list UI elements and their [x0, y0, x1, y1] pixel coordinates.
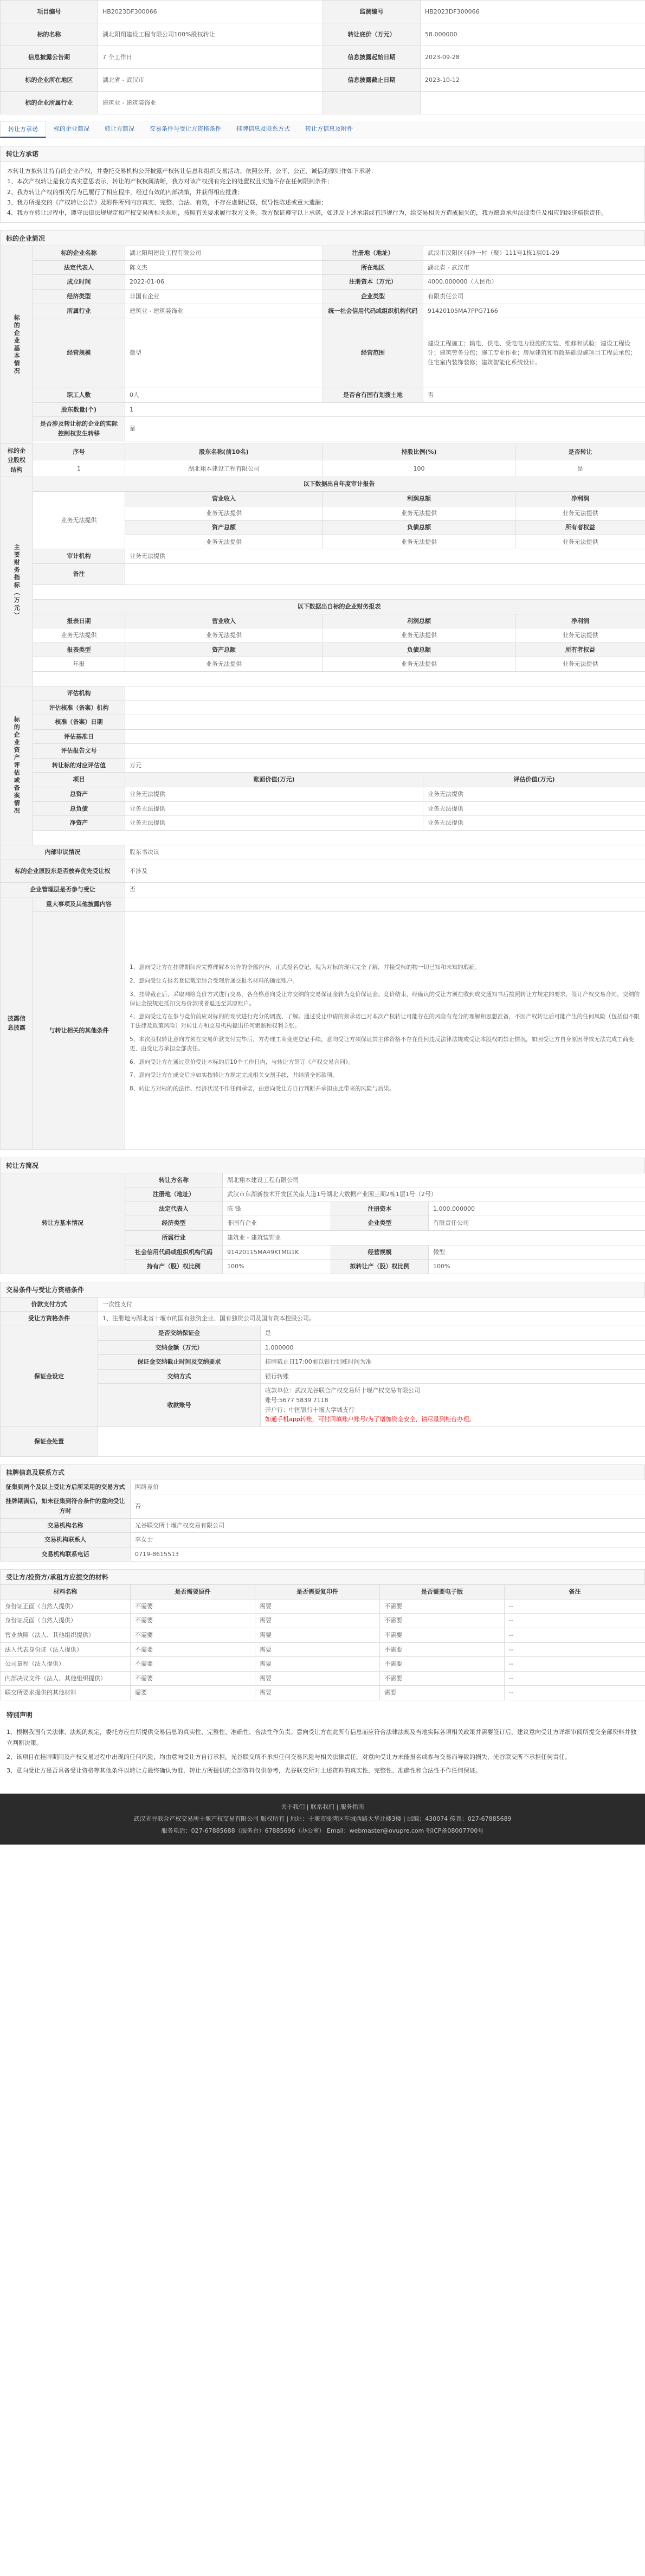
summary-row: [1, 92, 645, 114]
share-hdr-ratio: 持股比例(%): [323, 444, 515, 460]
acct-payee: 收款单位：武汉光谷联合产权交易所十堰产权交易有限公司: [265, 1387, 420, 1395]
report-net: 业务无法提供: [515, 628, 645, 643]
materials-cell: 需要: [255, 1657, 380, 1672]
side-share: 标的企业股权结构: [1, 444, 33, 477]
value-method: 网络竞价: [131, 1480, 645, 1494]
materials-cell: 不需要: [131, 1599, 255, 1614]
summary-value: HB2023DF300066: [421, 1, 645, 23]
commitment-line: 1、本次产权转让是我方真实意思表示，转让的产权权属清晰，我方对该产权拥有完全的处置权且实施不存在任何限制条件；: [7, 178, 333, 185]
label-control: 是否涉及转让标的企业的实际控制权发生转移: [33, 417, 125, 441]
value-address: 武汉市汉阳区羽冲一村（聚）111号1栋1层01-29: [423, 246, 645, 261]
eval-net-label: 净资产: [33, 816, 125, 831]
special-title: 特别声明: [7, 1711, 33, 1719]
side-disclose: 披露信息披露: [1, 897, 33, 1150]
special-line: 2、该项目在挂牌期间及产权交易过程中出现的任何风险，均由意向受让方自行承担，光谷联交所不承担任何交易风险与相关法律责任。对意向受让方未能报名或参与交易而导致的损失，光谷联交所不承担任何责任。: [7, 1753, 571, 1761]
materials-cell: 不需要: [131, 1671, 255, 1686]
materials-row: [1, 1614, 645, 1628]
eval-hdr-book: 账面价值(万元): [125, 773, 423, 787]
materials-cell: 不需要: [131, 1614, 255, 1628]
value-eval-value: 万元: [125, 758, 645, 773]
label-location: 所在地区: [323, 260, 423, 275]
tab-1[interactable]: 标的企业简况: [54, 125, 89, 132]
summary-value: 2023-10-12: [421, 69, 645, 92]
report-revenue-label: 营业收入: [125, 614, 323, 628]
materials-cell: --: [505, 1657, 645, 1672]
value-amount: 1.000000: [261, 1340, 645, 1355]
materials-cell: 不需要: [380, 1614, 505, 1628]
terms-title: 交易条件与受让方资格条件: [0, 1282, 645, 1297]
report-debt-label: 负债总额: [323, 643, 515, 657]
materials-cell: --: [505, 1686, 645, 1700]
label-eval-report: 评估报告文号: [33, 744, 125, 759]
label-scope: 经营范围: [323, 318, 423, 388]
materials-row: [1, 1599, 645, 1614]
report-equity: 业务无法提供: [515, 657, 645, 672]
value-bond-required: 是: [261, 1326, 645, 1340]
label-eval-value: 转让标的对应评估值: [33, 758, 125, 773]
report-profit: 业务无法提供: [323, 628, 515, 643]
report-assets: 业务无法提供: [125, 657, 323, 672]
audit-debt: 业务无法提供: [323, 535, 515, 549]
materials-cell: 不需要: [131, 1642, 255, 1657]
materials-cell: 需要: [255, 1628, 380, 1643]
report-assets-label: 资产总额: [125, 643, 323, 657]
audit-net-label: 净利润: [515, 491, 645, 506]
share-ratio: 100: [323, 460, 515, 477]
eval-debt-assess: 业务无法提供: [423, 801, 645, 816]
value-org: 光谷联交所十堰产权交易有限公司: [131, 1518, 645, 1533]
audit-profit-label: 利润总额: [323, 491, 515, 506]
label-dispose: 保证金处置: [1, 1427, 98, 1456]
other-condition-item: 6、意向受让方在通过竞价受让本标的后10个工作日内，与转让方签订《产权交易合同》。: [130, 1058, 354, 1065]
value-t-addr: 武汉市东湖新技术开发区关南大道1号湖北大数据产业园三期2栋1层1号（2号）: [223, 1187, 645, 1202]
materials-cell: 公司章程（法人提供）: [1, 1657, 131, 1672]
materials-cell: 需要: [255, 1686, 380, 1700]
eval-assets-label: 总资产: [33, 787, 125, 802]
label-land: 是否含有国有划拨土地: [323, 388, 423, 403]
value-industry: 建筑业 - 建筑装饰业: [125, 304, 323, 318]
value-location: 湖北省 - 武汉市: [423, 260, 645, 275]
materials-cell: 不需要: [380, 1642, 505, 1657]
special-body: [0, 1723, 645, 1784]
value-priority: 不涉及: [125, 859, 645, 883]
value-founded: 2022-01-06: [125, 275, 323, 290]
label-t-cap: 注册资本: [331, 1202, 429, 1216]
audit-assets: 业务无法提供: [125, 535, 323, 549]
label-way: 交纳方式: [98, 1369, 261, 1384]
summary-value: 2023-09-28: [421, 46, 645, 69]
label-t-econ: 经济类型: [125, 1216, 223, 1231]
label-econ: 经济类型: [33, 290, 125, 304]
commitment-line: 4、我方在转让过程中，遵守法律法规规定和产权交易所相关规则，按照有关要求履行我方义务。我方保证遵守以上承诺，如违反上述承诺或有违规行为，给交易相关方造成损失的，我方愿意承担法律责任及相应的经济赔偿责任。: [7, 209, 607, 216]
materials-header: 备注: [505, 1585, 645, 1599]
value-control: 是: [125, 417, 645, 441]
summary-row: [1, 23, 645, 46]
report-title: 以下数据出自标的企业财务报表: [33, 599, 645, 614]
summary-row: [1, 46, 645, 69]
materials-cell: 不需要: [131, 1628, 255, 1643]
materials-cell: 联交所要求提供的其他材料: [1, 1686, 131, 1700]
materials-cell: 需要: [255, 1614, 380, 1628]
label-deadline: 保证金交纳截止时间及交纳要求: [98, 1355, 261, 1370]
materials-cell: 需要: [131, 1686, 255, 1700]
other-condition-item: 2、意向受让方报名登记截至综合受理后递交报名材料的确定账户。: [130, 978, 299, 985]
summary-label: 信息披露起始日期: [323, 46, 421, 69]
value-way: 银行转账: [261, 1369, 645, 1384]
audit-left: 业务无法提供: [33, 491, 125, 549]
share-transfer: 是: [515, 460, 645, 477]
footer-links[interactable]: 关于我们 | 联系我们 | 服务指南: [281, 1803, 364, 1811]
materials-cell: 需要: [255, 1642, 380, 1657]
summary-label: 信息披露公告期: [1, 46, 98, 69]
summary-value: 建筑业 - 建筑装饰业: [98, 92, 323, 114]
summary-label: 转让底价（万元）: [323, 23, 421, 46]
label-scale: 经营规模: [33, 318, 125, 388]
label-org: 交易机构名称: [1, 1518, 131, 1533]
value-t-type: 有限责任公司: [429, 1216, 645, 1231]
value-t-rep: 陈 锋: [223, 1202, 331, 1216]
label-eval-approve: 评估核准（备案）机构: [33, 701, 125, 715]
footer-line1: 武汉光谷联合产权交易所十堰产权交易有限公司 版权所有 | 地址：十堰市张湾区车城西路大华北楼3楼 | 邮编：430074 传真：027-67885689: [133, 1815, 512, 1823]
side-basic: 标的企业基本情况: [1, 246, 33, 444]
label-amount: 交纳金额（万元）: [98, 1340, 261, 1355]
audit-revenue: 业务无法提供: [125, 506, 323, 521]
share-no: 1: [33, 460, 125, 477]
materials-cell: 不需要: [380, 1671, 505, 1686]
materials-cell: 身份证反面（自然人提供）: [1, 1614, 131, 1628]
tab-5[interactable]: 转让方信息及附件: [305, 125, 353, 132]
label-major: 重大事项及其他披露内容: [33, 897, 125, 912]
tab-2[interactable]: 转让方简况: [105, 125, 134, 132]
audit-profit: 业务无法提供: [323, 506, 515, 521]
label-other: 与转让相关的其他条件: [33, 911, 125, 1149]
summary-value: 湖北阳翔建设工程有限公司100%股权转让: [98, 23, 323, 46]
label-eval-base: 评估基准日: [33, 729, 125, 744]
value-eval-approve: [125, 701, 645, 715]
materials-cell: 不需要: [380, 1599, 505, 1614]
value-mgmt: 否: [125, 883, 645, 897]
other-condition-item: 3、挂牌截止后，采取网络竞价方式进行交易，各合格意向受让方交纳的交易保证金转为竞价保证金。竞价结束，经确认的受让方须在收到成交通知书后按照转让方规定的要求，签订产权交易合同，交纳的保证金按规定抵扣交易价款或者退还至其原账户。: [130, 991, 640, 1007]
share-hdr-transfer: 是否转让: [515, 444, 645, 460]
materials-row: [1, 1642, 645, 1657]
commitment-line: 2、我方转让产权的相关行为已履行了相应程序，经过有效的内部决策，并获得相应批准；: [7, 188, 243, 196]
eval-debt-label: 总负债: [33, 801, 125, 816]
materials-header: 是否需要电子版: [380, 1585, 505, 1599]
side-eval: 标的企业资产评估或备案情况: [1, 686, 33, 845]
label-t-scale: 经营规模: [331, 1245, 429, 1260]
materials-header: 是否需要复印件: [255, 1585, 380, 1599]
share-hdr-no: 序号: [33, 444, 125, 460]
acct-bank: 开户行：中国银行十堰大学城支行: [265, 1406, 354, 1414]
terms-table: [0, 1297, 645, 1457]
value-capital: 4000.000000（人民币）: [423, 275, 645, 290]
materials-cell: 不需要: [131, 1657, 255, 1672]
report-net-label: 净利润: [515, 614, 645, 628]
label-remark: 备注: [33, 563, 125, 584]
value-t-hold: 100%: [223, 1260, 331, 1274]
summary-value: HB2023DF300066: [98, 1, 323, 23]
commitment-title: 转让方承诺: [0, 146, 645, 161]
label-founded: 成立时间: [33, 275, 125, 290]
value-land: 否: [423, 388, 645, 403]
value-audit-org: 业务无法提供: [125, 549, 645, 564]
value-eval-org: [125, 686, 645, 701]
materials-cell: 身份证正面（自然人提供）: [1, 1599, 131, 1614]
materials-cell: 内部决议文件（法人、其他组织提供）: [1, 1671, 131, 1686]
summary-table: [0, 0, 645, 114]
summary-label: 标的名称: [1, 23, 98, 46]
label-name: 标的企业名称: [33, 246, 125, 261]
value-econ: 非国有企业: [125, 290, 323, 304]
eval-hdr-assess: 评估价值(万元): [423, 773, 645, 787]
value-t-code: 91420115MA49KTMG1K: [223, 1245, 331, 1260]
materials-row: [1, 1686, 645, 1700]
footer-line2: 服务电话：027-67885688（服务台）67885696（办公室） Email：webmaster@ovupre.com 鄂ICP备08007700号: [161, 1827, 484, 1835]
value-acct: [261, 1384, 645, 1427]
report-equity-label: 所有者权益: [515, 643, 645, 657]
value-other: [125, 911, 645, 1149]
report-debt: 业务无法提供: [323, 657, 515, 672]
value-t-scale: 微型: [429, 1245, 645, 1260]
eval-net-book: 业务无法提供: [125, 816, 423, 831]
tab-3[interactable]: 交易条件与受让方资格条件: [150, 125, 221, 132]
commitment-body: [0, 161, 645, 223]
materials-cell: 需要: [255, 1671, 380, 1686]
materials-cell: 营业执照（法人、其他组织提供）: [1, 1628, 131, 1643]
acct-warning: 如通手机app转账，可付回填账户账号/为了增加资金安全，请尽量到柜台办理。: [265, 1416, 475, 1423]
target-title: 标的企业简况: [0, 230, 645, 246]
commitment-line: 本转让方拟转让持有的企业产权，并委托交易机构公开披露产权转让信息和组织交易活动。依照公开、公平、公正、诚信的原则作如下承诺：: [7, 168, 377, 175]
materials-row: [1, 1657, 645, 1672]
label-expire: 挂牌期满后，如未征集到符合条件的意向受让方时: [1, 1494, 131, 1518]
audit-net: 业务无法提供: [515, 506, 645, 521]
audit-assets-label: 资产总额: [125, 521, 323, 535]
label-capital: 注册资本（万元）: [323, 275, 423, 290]
label-type: 企业类型: [323, 290, 423, 304]
footer: [0, 1794, 645, 1845]
label-rep: 法定代表人: [33, 260, 125, 275]
value-t-cap: 1.000.000000: [429, 1202, 645, 1216]
summary-value: 7 个工作日: [98, 46, 323, 69]
label-method: 征集到两个及以上受让方后所采用的交易方式: [1, 1480, 131, 1494]
label-address: 注册地（地址）: [323, 246, 423, 261]
label-cond: 受让方资格条件: [1, 1312, 98, 1326]
commitment-line: 3、我方所提交的《产权转让公告》及附件所列内容真实、完整、合法、有效，不存在虚假记载、误导性陈述或重大遗漏；: [7, 198, 327, 206]
value-t-name: 湖北翔本建设工程有限公司: [223, 1173, 645, 1187]
label-contact: 交易机构联系人: [1, 1533, 131, 1547]
value-name: 湖北阳翔建设工程有限公司: [125, 246, 323, 261]
value-eval-report: [125, 744, 645, 759]
materials-cell: --: [505, 1642, 645, 1657]
value-inner: 股东书决议: [125, 845, 645, 859]
label-mgmt: 企业管理层是否参与受让: [1, 883, 125, 897]
tab-0[interactable]: 转让方承诺: [0, 121, 46, 138]
transferor-title: 转让方简况: [0, 1158, 645, 1173]
label-acct: 收款账号: [98, 1384, 261, 1427]
materials-row: [1, 1671, 645, 1686]
label-pay: 价款支付方式: [1, 1297, 98, 1312]
summary-label: [323, 92, 421, 114]
value-scope: 建设工程施工；输电、供电、受电电力设施的安装、维修和试验；建设工程设计；建筑劳务分包；施工专业作业；房屋建筑和市政基础设施项目工程总承包；住宅室内装饰装修；建筑智能化系统设计。: [423, 318, 645, 388]
summary-label: 标的企业所属行业: [1, 92, 98, 114]
label-holders: 股东数量(个): [33, 402, 125, 417]
audit-title: 以下数据出自年度审计报告: [33, 477, 645, 492]
summary-label: 监测编号: [323, 1, 421, 23]
eval-assets-assess: 业务无法提供: [423, 787, 645, 802]
materials-cell: 需要: [380, 1686, 505, 1700]
label-t-ind: 所属行业: [125, 1231, 223, 1245]
value-pay: 一次性支付: [98, 1297, 645, 1312]
materials-cell: 法人代表身份证（法人提供）: [1, 1642, 131, 1657]
report-date-label: 报表日期: [33, 614, 125, 628]
label-employees: 职工人数: [33, 388, 125, 403]
materials-header: 材料名称: [1, 1585, 131, 1599]
materials-cell: --: [505, 1628, 645, 1643]
value-code: 91420105MA7PPG7166: [423, 304, 645, 318]
materials-cell: --: [505, 1671, 645, 1686]
report-date: 业务无法提供: [33, 628, 125, 643]
listing-title: 挂牌信息及联系方式: [0, 1464, 645, 1480]
summary-label: 项目编号: [1, 1, 98, 23]
label-eval-org: 评估机构: [33, 686, 125, 701]
other-condition-item: 1、意向受让方在挂牌期间应完整理解本公告的全部内容，正式报名登记，视为对标的现状完全了解，并接受标的物一切已知和未知的瑕疵。: [130, 964, 481, 971]
other-condition-item: 8、转让方对标的的法律、经济状况不作任何承诺，由意向受让方自行判断并承担由此带来的风险与后果。: [130, 1085, 395, 1093]
eval-debt-book: 业务无法提供: [125, 801, 423, 816]
value-eval-date: [125, 715, 645, 730]
report-type: 年报: [33, 657, 125, 672]
audit-equity: 业务无法提供: [515, 535, 645, 549]
value-t-sell: 100%: [429, 1260, 645, 1274]
other-condition-item: 5、本次股权转让意向方须在交易价款支付完毕后，方办理工商变更登记手续，意向受让方须保证其主体资格不存在任何违反法律法规或受让本股权的禁止情况，如因受让方自身原因导致无法完成工商变更，由受让方承担全部责任。: [130, 1036, 634, 1052]
other-condition-item: 7、意向受让方在成交后应如实按转让方规定完成相关交割手续，并结清全部款项。: [130, 1072, 338, 1079]
label-bond: 保证金设定: [1, 1326, 98, 1427]
materials-header: 是否需要原件: [131, 1585, 255, 1599]
summary-row: [1, 1, 645, 23]
share-name: 湖北翔本建设工程有限公司: [125, 460, 323, 477]
label-t-hold: 持有产（股）权比例: [125, 1260, 223, 1274]
materials-title: 受让方/投资方/承租方应提交的材料: [0, 1569, 645, 1584]
target-table: [0, 246, 645, 1149]
value-cond: 1、注册地为湖北省十堰市的国有独资企业、国有独资公司及国有资本控股公司。: [98, 1312, 645, 1326]
label-audit-org: 审计机构: [33, 549, 125, 564]
summary-value: 湖北省 - 武汉市: [98, 69, 323, 92]
value-employees: 0人: [125, 388, 323, 403]
label-t-sell: 拟转让产（股）权比例: [331, 1260, 429, 1274]
special-line: 1、根据我国有关法律、法规的规定，委托方应在所提供交易信息的真实性、完整性、准确性、合法性作负责。意向受让方在此所有信息而应符合法律法规及当地实际各项相关政策并需要签订后，建议意向受让方详细审阅所提交全部资料并独立判断决策。: [7, 1729, 636, 1746]
tab-4[interactable]: 挂牌信息及联系方式: [236, 125, 290, 132]
materials-row: [1, 1628, 645, 1643]
summary-value: [421, 92, 645, 114]
materials-cell: 不需要: [380, 1628, 505, 1643]
label-t-rep: 法定代表人: [125, 1202, 223, 1216]
label-t-addr: 注册地（地址）: [125, 1187, 223, 1202]
report-type-label: 报表类型: [33, 643, 125, 657]
value-eval-base: [125, 729, 645, 744]
special-line: 3、意向受让方是否具备受让资格等其他条件以转让方最终确认为准，转让方所提供的全部资料仅供参考，光谷联交所对上述资料的真实性、完整性、准确性和合法性不作任何保证。: [7, 1767, 481, 1775]
eval-net-assess: 业务无法提供: [423, 816, 645, 831]
value-rep: 陈文杰: [125, 260, 323, 275]
summary-label: 信息披露截止日期: [323, 69, 421, 92]
value-scale: 微型: [125, 318, 323, 388]
value-expire: 否: [131, 1494, 645, 1518]
audit-equity-label: 所有者权益: [515, 521, 645, 535]
label-t-code: 社会信用代码或组织机构代码: [125, 1245, 223, 1260]
materials-cell: --: [505, 1614, 645, 1628]
summary-label: 标的企业所在地区: [1, 69, 98, 92]
eval-assets-book: 业务无法提供: [125, 787, 423, 802]
label-bond-required: 是否交纳保证金: [98, 1326, 261, 1340]
value-holders: 1: [125, 402, 645, 417]
label-inner: 内部审议情况: [1, 845, 125, 859]
value-t-ind: 建筑业 - 建筑装饰业: [223, 1231, 645, 1245]
label-eval-date: 核准（备案）日期: [33, 715, 125, 730]
label-priority: 标的企业原股东是否放弃优先受让权: [1, 859, 125, 883]
value-deadline: 挂牌截止日17:00前以银行到账时间为准: [261, 1355, 645, 1370]
value-remark: [125, 563, 645, 584]
value-major: [125, 897, 645, 912]
report-profit-label: 利润总额: [323, 614, 515, 628]
value-type: 有限责任公司: [423, 290, 645, 304]
value-phone: 0719-8615513: [131, 1547, 645, 1562]
materials-cell: 不需要: [380, 1657, 505, 1672]
summary-row: [1, 69, 645, 92]
report-revenue: 业务无法提供: [125, 628, 323, 643]
value-contact: 李女士: [131, 1533, 645, 1547]
materials-cell: 需要: [255, 1599, 380, 1614]
side-financial: 主要财务指标（万元）: [1, 477, 33, 686]
materials-table: [0, 1584, 645, 1700]
tab-bar: [0, 121, 645, 138]
acct-number: 账号:5677 5839 7118: [265, 1396, 328, 1404]
summary-value: 58.000000: [421, 23, 645, 46]
audit-revenue-label: 营业收入: [125, 491, 323, 506]
audit-debt-label: 负债总额: [323, 521, 515, 535]
label-code: 统一社会信用代码或组织机构代码: [323, 304, 423, 318]
label-industry: 所属行业: [33, 304, 125, 318]
side-transferor: 转让方基本情况: [1, 1173, 125, 1274]
listing-table: [0, 1480, 645, 1562]
value-t-econ: 非国有企业: [223, 1216, 331, 1231]
label-phone: 交易机构联系电话: [1, 1547, 131, 1562]
other-condition-item: 4、意向受让方在参与竞价前应对标的的现状进行充分的调查、了解。通过受让申请的须承诺已对本次产权转让可能存在的风险有充分的理解和思想准备，不因产权转让后可能产生的任何风险（包括但不限于法律及政策风险）对转让方和交易机构提出任何索赔和权利主张。: [130, 1013, 640, 1030]
transferor-table: [0, 1173, 645, 1274]
label-t-name: 转让方名称: [125, 1173, 223, 1187]
value-dispose: [98, 1427, 645, 1456]
label-t-type: 企业类型: [331, 1216, 429, 1231]
eval-hdr-item: 项目: [33, 773, 125, 787]
materials-cell: --: [505, 1599, 645, 1614]
share-hdr-name: 股东名称(前10名): [125, 444, 323, 460]
